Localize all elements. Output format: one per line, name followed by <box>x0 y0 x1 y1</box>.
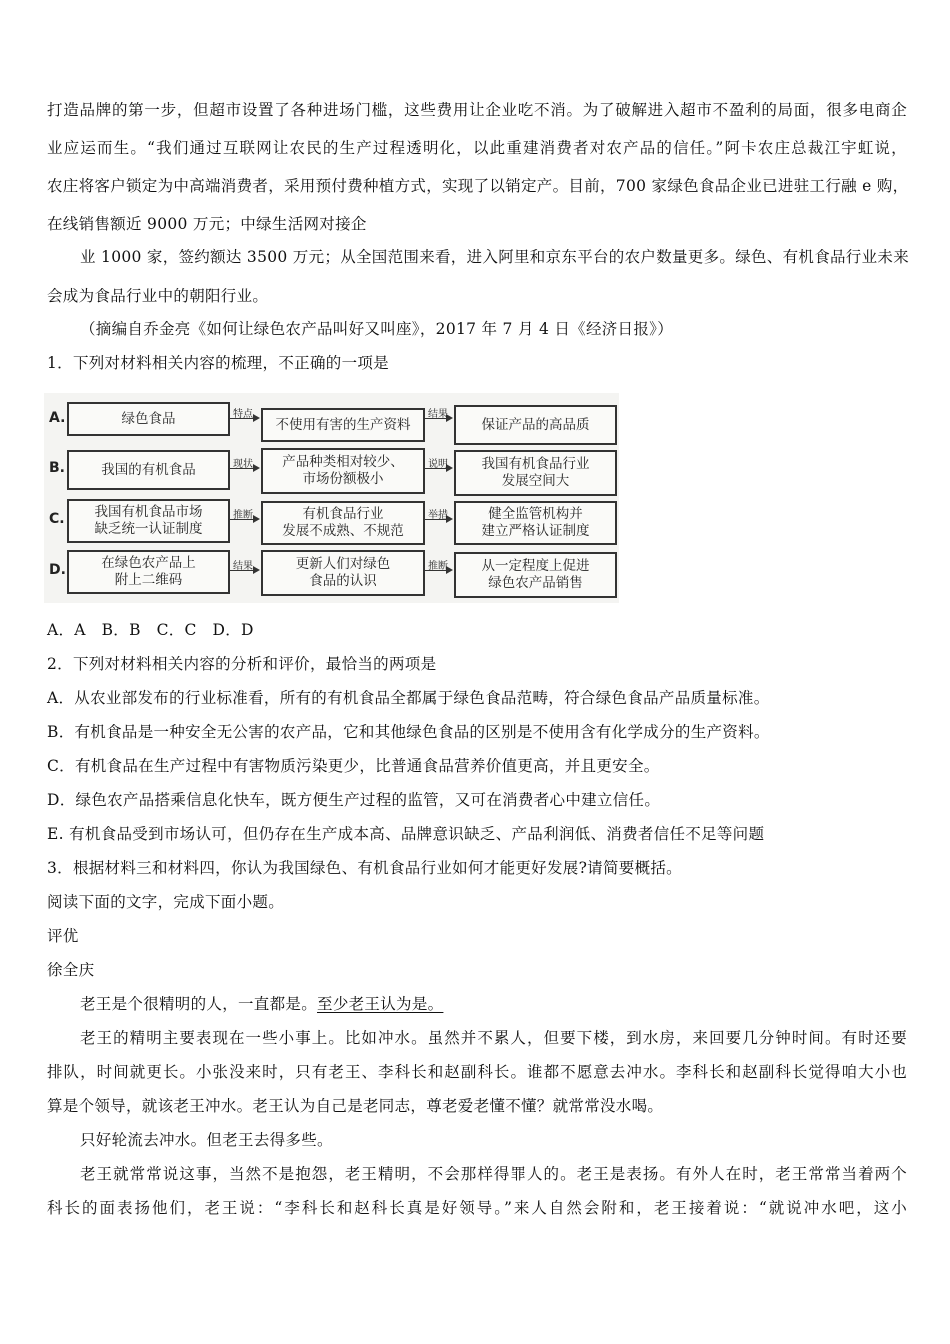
source-citation: （摘编自乔金亮《如何让绿色农产品叫好又叫座》，2017 年 7 月 4 日《经济日报》） <box>80 320 674 338</box>
flow-box: 从一定程度上促进 绿色农产品销售 <box>454 552 617 598</box>
question-2-option-e: E. 有机食品受到市场认可，但仍存在生产成本高、品牌意识缺乏、产品利润低、消费者信任不足等问题 <box>47 825 765 843</box>
question-2-option-b: B．有机食品是一种安全无公害的农产品，它和其他绿色食品的区别是不使用含有化学成分的生产资料。 <box>47 723 770 741</box>
question-2-stem: 2．下列对材料相关内容的分析和评价，最恰当的两项是 <box>47 655 437 673</box>
flow-box: 我国有机食品市场 缺乏统一认证制度 <box>67 499 230 543</box>
story-line: 算是个领导，就该老王冲水。老王认为自己是老同志，尊老爱老懂不懂？就常常没水喝。 <box>47 1097 664 1115</box>
question-2-option-c: C．有机食品在生产过程中有害物质污染更少，比普通食品营养价值更高，并且更安全。 <box>47 757 660 775</box>
flow-box: 不使用有害的生产资料 <box>261 408 425 442</box>
passage-line: 打造品牌的第一步，但超市设置了各种进场门槛，这些费用让企业吃不消。为了破解进入超市不盈利的局面，很多电商企 <box>47 101 907 119</box>
underlined-text: 至少老王认为是。 <box>317 995 444 1013</box>
passage-line: 会成为食品行业中的朝阳行业。 <box>47 287 269 305</box>
row-label: D. <box>49 562 66 578</box>
arrow-tag: 举措 <box>428 510 448 521</box>
flowchart-figure <box>44 393 619 603</box>
row-label: B. <box>49 460 65 476</box>
question-2-option-d: D．绿色农产品搭乘信息化快车，既方便生产过程的监管，又可在消费者心中建立信任。 <box>47 791 661 809</box>
question-1-options: A．A B．B C．C D．D <box>47 621 254 639</box>
flow-box: 更新人们对绿色 食品的认识 <box>261 550 425 596</box>
passage-line: 业 1000 家，签约额达 3500 万元；从全国范围来看，进入阿里和京东平台的农户数量更多。绿色、有机食品行业未来 <box>80 248 910 266</box>
flow-box: 有机食品行业 发展不成熟、不规范 <box>261 501 425 545</box>
arrow-tag: 说明 <box>428 459 448 470</box>
reading-instruction: 阅读下面的文字，完成下面小题。 <box>47 893 285 911</box>
arrow-tag: 结果 <box>428 409 448 420</box>
flowchart-row-c <box>44 499 619 549</box>
passage-line: 业应运而生。“我们通过互联网让农民的生产过程透明化，以此重建消费者对农产品的信任。”阿卡农庄总裁江宇虹说， <box>47 139 907 157</box>
story-line: 老王的精明主要表现在一些小事上。比如冲水。虽然并不累人，但要下楼，到水房，来回要几分钟时间。有时还要 <box>80 1029 907 1047</box>
arrow-tag: 推断 <box>428 561 448 572</box>
story-paragraph-3: 只好轮流去冲水。但老王去得多些。 <box>80 1131 333 1149</box>
question-1-stem: 1．下列对材料相关内容的梳理，不正确的一项是 <box>47 354 389 372</box>
arrow-tag: 现状 <box>233 459 253 470</box>
passage-line: 农庄将客户锁定为中高端消费者，采用预付费种植方式，实现了以销定产。目前，700 家绿色食品企业已进驻工行融 e 购， <box>47 177 909 195</box>
story-line: 老王就常常说这事，当然不是抱怨，老王精明，不会那样得罪人的。老王是表扬。有外人在时，老王常常当着两个 <box>80 1165 907 1183</box>
flow-box: 我国的有机食品 <box>67 450 230 490</box>
passage-line: 在线销售额近 9000 万元；中绿生活网对接企 <box>47 215 367 233</box>
flow-box: 健全监管机构并 建立严格认证制度 <box>454 501 617 545</box>
row-label: A. <box>49 410 66 426</box>
arrow-tag: 推断 <box>233 510 253 521</box>
flowchart-row-a <box>44 398 619 448</box>
question-2-option-a: A．从农业部发布的行业标准看，所有的有机食品全都属于绿色食品范畴，符合绿色食品产品质量标准。 <box>47 689 770 707</box>
story-title: 评优 <box>47 927 79 945</box>
story-line: 科长的面表扬他们，老王说：“李科长和赵科长真是好领导。”来人自然会附和，老王接着说：“就说冲水吧，这小 <box>47 1199 907 1217</box>
arrow-tag: 结果 <box>233 561 253 572</box>
arrow-tag: 特点 <box>233 409 253 420</box>
story-author: 徐全庆 <box>47 961 95 979</box>
question-3: 3．根据材料三和材料四，你认为我国绿色、有机食品行业如何才能更好发展?请简要概括。 <box>47 859 682 877</box>
story-text: 老王是个很精明的人，一直都是。 <box>80 995 318 1013</box>
row-label: C. <box>49 511 65 527</box>
story-paragraph-1 <box>80 994 907 1014</box>
story-line: 排队，时间就更长。小张没来时，只有老王、李科长和赵副科长。谁都不愿意去冲水。李科长和赵副科长觉得咱大小也 <box>47 1063 907 1081</box>
flow-box: 保证产品的高品质 <box>454 405 617 445</box>
flowchart-row-d <box>44 550 619 600</box>
flow-box: 在绿色农产品上 附上二维码 <box>67 550 230 594</box>
flow-box: 我国有机食品行业 发展空间大 <box>454 450 617 496</box>
flow-box: 产品种类相对较少、 市场份额极小 <box>261 448 425 494</box>
flowchart-row-b <box>44 448 619 498</box>
flow-box: 绿色食品 <box>67 402 230 436</box>
